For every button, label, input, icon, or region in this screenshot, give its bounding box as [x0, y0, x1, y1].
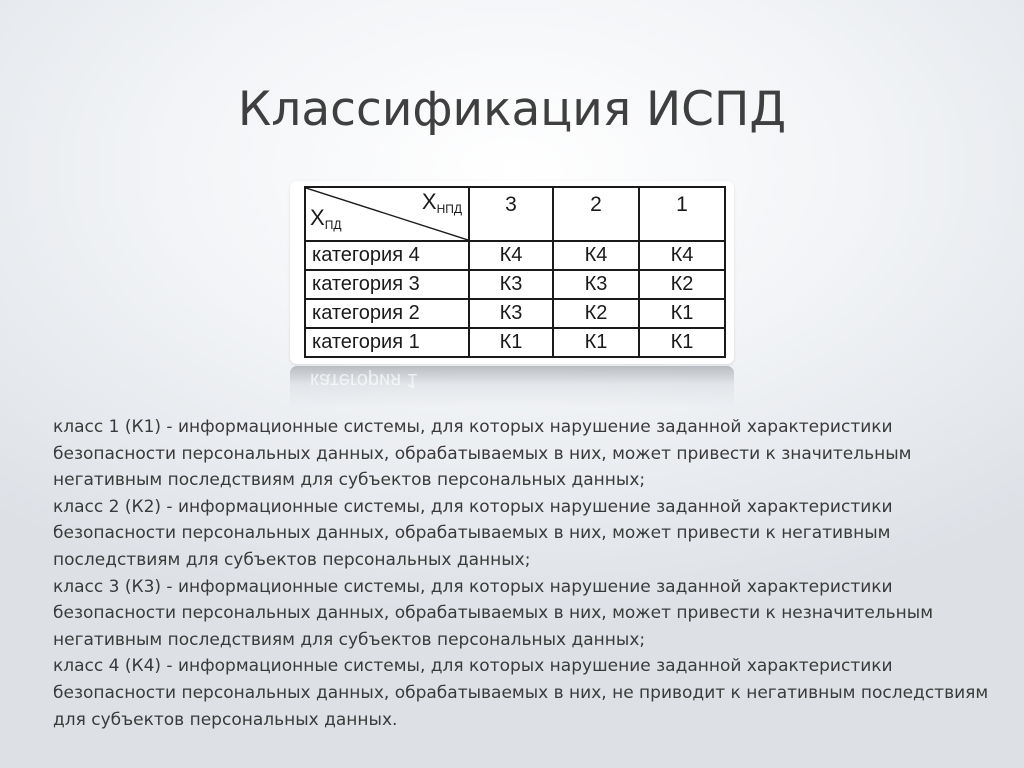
- table-row: [305, 299, 725, 328]
- column-header-1: 1: [639, 187, 725, 241]
- class-cell: К2: [553, 299, 639, 328]
- slide-title: Классификация ИСПД: [237, 82, 787, 137]
- corner-cell: [305, 187, 469, 241]
- class-cell: К4: [469, 241, 553, 270]
- class-cell: К1: [553, 328, 639, 357]
- category-cell: категория 1: [305, 328, 469, 357]
- classification-table: [304, 186, 726, 358]
- class-2-description: класс 2 (К2) - информационные системы, для которых нарушение заданной характеристики безопасности персональных данных, обрабатываемых в них, может привести к негативным последствиям для субъектов персональных данных;: [53, 496, 893, 570]
- table-reflection: [290, 366, 734, 408]
- class-cell: К3: [469, 270, 553, 299]
- table-row: [305, 328, 725, 357]
- class-3-description: класс 3 (К3) - информационные системы, для которых нарушение заданной характеристики безопасности персональных данных, обрабатываемых в них, может привести к незначительным негативным последствиям для субъектов персональных данных;: [53, 576, 934, 650]
- class-cell: К4: [639, 241, 725, 270]
- class-cell: К1: [469, 328, 553, 357]
- class-cell: К1: [639, 299, 725, 328]
- class-cell: К4: [553, 241, 639, 270]
- column-header-2: 2: [553, 187, 639, 241]
- column-header-3: 3: [469, 187, 553, 241]
- reflection-text: категория 1: [310, 369, 418, 391]
- corner-bottom-label: $X_{ПД}$: [310, 205, 342, 232]
- class-4-description: класс 4 (К4) - информационные системы, для которых нарушение заданной характеристики безопасности персональных данных, обрабатываемых в них, не приводит к негативным последствиям для субъектов персональных данных.: [53, 656, 989, 730]
- class-cell: К2: [639, 270, 725, 299]
- category-cell: категория 3: [305, 270, 469, 299]
- class-cell: К3: [469, 299, 553, 328]
- table-row: [305, 270, 725, 299]
- class-cell: К1: [639, 328, 725, 357]
- class-cell: К3: [553, 270, 639, 299]
- table-row: [305, 241, 725, 270]
- table-header-row: [305, 187, 725, 241]
- class-descriptions: [53, 414, 993, 733]
- category-cell: категория 4: [305, 241, 469, 270]
- class-1-description: класс 1 (К1) - информационные системы, для которых нарушение заданной характеристики безопасности персональных данных, обрабатываемых в них, может привести к значительным негативным последствиям для субъектов персональных данных;: [53, 417, 912, 491]
- corner-top-label: $X_{НПД}$: [421, 189, 462, 216]
- category-cell: категория 2: [305, 299, 469, 328]
